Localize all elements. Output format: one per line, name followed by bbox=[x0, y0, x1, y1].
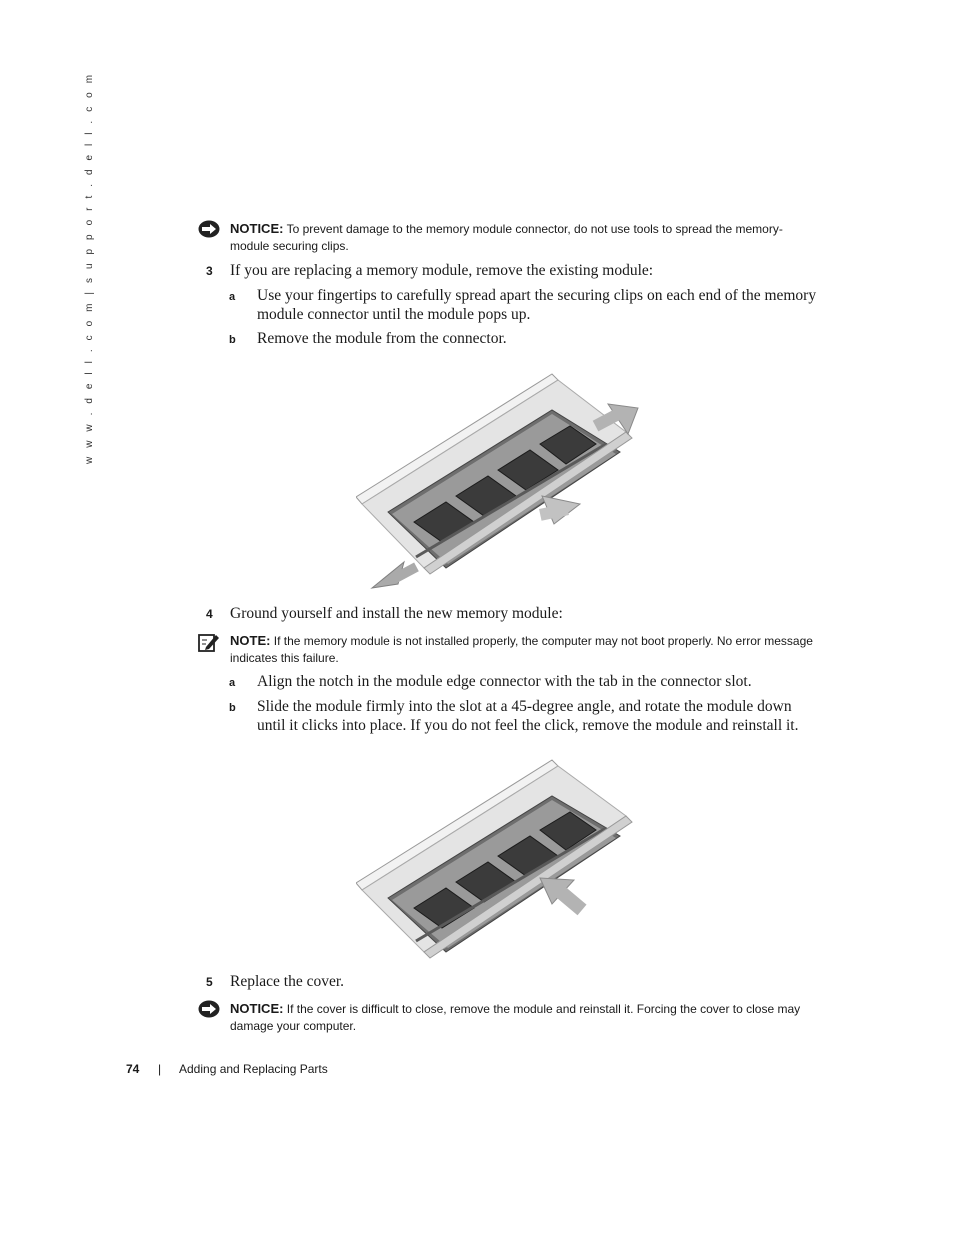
pencil-note-icon bbox=[198, 632, 220, 654]
step-text: Ground yourself and install the new memory module: bbox=[230, 605, 563, 622]
note-text: If the memory module is not installed properly, the computer may not boot properly. No error message indicates this failure. bbox=[230, 634, 813, 665]
substep-letter: a bbox=[229, 291, 236, 303]
side-url: w w w . d e l l . c o m | s u p p o r t . d e l l . c o m bbox=[84, 71, 95, 464]
notice-block bbox=[198, 220, 818, 255]
step-text: If you are replacing a memory module, remove the existing module: bbox=[230, 262, 654, 279]
substep-text: Remove the module from the connector. bbox=[257, 330, 507, 347]
substep-3a bbox=[229, 286, 819, 324]
substep-4b bbox=[229, 697, 819, 735]
notice-text: If the cover is difficult to close, remove the module and reinstall it. Forcing the cover to close may damage your computer. bbox=[230, 1002, 801, 1033]
notice-arrow-icon bbox=[198, 1000, 220, 1022]
notice-label: NOTICE: bbox=[230, 221, 284, 236]
section-title: Adding and Replacing Parts bbox=[179, 1062, 328, 1076]
substep-letter: b bbox=[229, 334, 236, 346]
substep-letter: a bbox=[229, 677, 236, 689]
step-3 bbox=[206, 261, 816, 280]
step-5 bbox=[206, 972, 816, 991]
substep-3b bbox=[229, 329, 819, 348]
substep-text: Align the notch in the module edge connector with the tab in the connector slot. bbox=[257, 673, 752, 690]
step-number: 3 bbox=[206, 264, 213, 278]
step-4 bbox=[206, 604, 816, 623]
substep-text: Use your fingertips to carefully spread apart the securing clips on each end of the memory module connector until the module pops up. bbox=[257, 287, 817, 323]
notice-block bbox=[198, 1000, 818, 1035]
step-text: Replace the cover. bbox=[230, 973, 345, 990]
notice-text: To prevent damage to the memory module connector, do not use tools to spread the memory-module securing clips. bbox=[230, 222, 783, 253]
notice-arrow-icon bbox=[198, 220, 220, 242]
note-label: NOTE: bbox=[230, 633, 271, 648]
substep-4a bbox=[229, 672, 819, 691]
note-block bbox=[198, 632, 818, 667]
memory-removal-illustration bbox=[356, 372, 646, 598]
notice-label: NOTICE: bbox=[230, 1001, 284, 1016]
step-number: 5 bbox=[206, 975, 213, 989]
footer-separator: | bbox=[158, 1062, 162, 1076]
step-number: 4 bbox=[206, 607, 213, 621]
substep-letter: b bbox=[229, 702, 236, 714]
substep-text: Slide the module firmly into the slot at a 45-degree angle, and rotate the module down until it clicks into place. If you do not feel the click, remove the module and reinstall it. bbox=[257, 698, 799, 734]
memory-install-illustration bbox=[356, 758, 646, 970]
page-number: 74 bbox=[126, 1062, 140, 1076]
